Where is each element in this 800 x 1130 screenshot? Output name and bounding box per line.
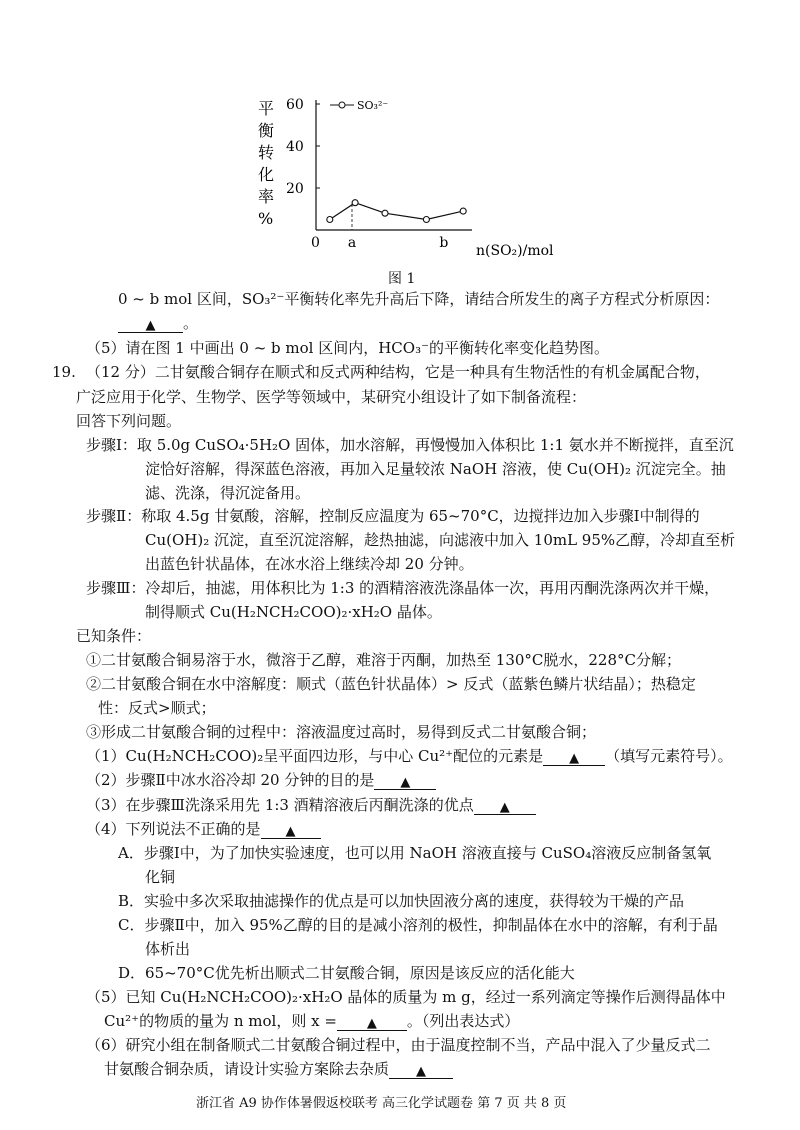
y-axis-title-char: 化 xyxy=(258,165,275,184)
answer-triangle: ▲ xyxy=(145,318,156,333)
y-axis-title-char: % xyxy=(258,209,274,228)
option-c-line-2: 体析出 xyxy=(145,940,191,958)
step-2-line-3: 出蓝色针状晶体，在冰水浴上继续冷却 20 分钟。 xyxy=(145,555,474,573)
q19-intro-2: 广泛应用于化学、生物学、医学等领域中，某研究小组设计了如下制备流程： xyxy=(76,388,587,406)
step-1-line-1: 步骤Ⅰ：取 5.0g CuSO₄·5H₂O 固体，加水溶解，再慢慢加入体积比 1:1 氨水并不断搅拌，直至沉 xyxy=(86,436,734,454)
answer-blank-1[interactable]: ▲ xyxy=(543,747,605,766)
q19-intro-3: 回答下列问题。 xyxy=(76,412,182,430)
y-axis-title-char: 率 xyxy=(258,187,275,206)
question-19-number: 19. xyxy=(52,363,76,381)
answer-blank-4[interactable]: ▲ xyxy=(261,820,321,839)
step-2-line-1: 步骤Ⅱ：称取 4.5g 甘氨酸，溶解，控制反应温度为 65~70°C，边搅拌边加入步骤Ⅰ中制得的 xyxy=(86,507,700,525)
option-d: D．65~70°C优先析出顺式二甘氨酸合铜，原因是该反应的活化能大 xyxy=(118,964,575,982)
known-condition-1: ①二甘氨酸合铜易溶于水，微溶于乙醇，难溶于丙酮，加热至 130°C脱水，228°C分解； xyxy=(86,651,681,669)
answer-blank-6[interactable]: ▲ xyxy=(389,1060,453,1079)
q4-tail-text: 0 ~ b mol 区间，SO₃²⁻平衡转化率先升高后下降，请结合所发生的离子方程式分析原因： xyxy=(118,290,720,308)
step-3-line-2: 制得顺式 Cu(H₂NCH₂COO)₂·xH₂O 晶体。 xyxy=(145,603,442,621)
figure-caption: 图 1 xyxy=(388,271,416,287)
q4-answer-line[interactable]: ▲ 。 xyxy=(118,313,198,333)
sub-question-3: （3）在步骤Ⅲ洗涤采用先 1:3 酒精溶液后丙酮洗涤的优点 ▲ xyxy=(86,795,536,815)
legend xyxy=(330,99,388,112)
data-point xyxy=(352,200,358,206)
page-footer: 浙江省 A9 协作体暑假返校联考 高三化学试题卷 第 7 页 共 8 页 xyxy=(196,1096,567,1111)
y-axis-title-char: 衡 xyxy=(258,121,275,140)
data-point xyxy=(423,217,429,223)
sub-question-4: （4）下列说法不正确的是 ▲ xyxy=(86,819,321,839)
data-point xyxy=(460,208,466,214)
y-tick-label: 20 xyxy=(286,181,304,197)
y-tick-label: 40 xyxy=(286,139,304,155)
data-point xyxy=(327,217,333,223)
known-condition-2-line-1: ②二甘氨酸合铜在水中溶解度：顺式（蓝色针状晶体）> 反式（蓝紫色鳞片状结晶）；热稳定 xyxy=(86,675,696,693)
sub-question-1: （1）Cu(H₂NCH₂COO)₂呈平面四边形，与中心 Cu²⁺配位的元素是 ▲ （填写元素符号）。 xyxy=(86,747,733,766)
answer-blank-3[interactable]: ▲ xyxy=(474,796,536,815)
data-point xyxy=(382,210,388,216)
known-conditions-heading: 已知条件： xyxy=(76,627,152,645)
answer-blank-2[interactable]: ▲ xyxy=(374,771,436,790)
option-a-line-2: 化铜 xyxy=(145,868,176,886)
sub-question-6-line-2: 甘氨酸合铜杂质，请设计实验方案除去杂质 ▲ xyxy=(104,1059,453,1079)
y-axis-title-char: 平 xyxy=(258,99,275,118)
option-b: B．实验中多次采取抽滤操作的优点是可以加快固液分离的速度，获得较为干燥的产品 xyxy=(118,892,685,910)
step-3-line-1: 步骤Ⅲ：冷却后，抽滤，用体积比为 1:3 的酒精溶液洗涤晶体一次，再用丙酮洗涤两次并干燥， xyxy=(86,579,720,597)
x-tick-label: b xyxy=(439,235,449,251)
step-2-line-2: Cu(OH)₂ 沉淀，直至沉淀溶解，趁热抽滤，向滤液中加入 10mL 95%乙醇，冷却直至析 xyxy=(145,531,736,549)
step-1-line-3: 滤、洗涤，得沉淀备用。 xyxy=(145,484,311,502)
sub-question-5-line-1: （5）已知 Cu(H₂NCH₂COO)₂·xH₂O 晶体的质量为 m g，经过一系列滴定等操作后测得晶体中 xyxy=(86,988,726,1006)
answer-blank-5[interactable]: ▲ xyxy=(337,1012,407,1031)
step-1-line-2: 淀恰好溶解，得深蓝色溶液，再加入足量较浓 NaOH 溶液，使 Cu(OH)₂ 沉淀完全。抽 xyxy=(145,460,726,478)
y-axis-title-char: 转 xyxy=(258,143,275,162)
origin-label: 0 xyxy=(311,235,320,251)
y-axis-title xyxy=(258,99,274,228)
x-axis-label: n(SO₂)/mol xyxy=(476,243,554,259)
conversion-rate-chart xyxy=(250,92,580,282)
sub-question-5-line-2: Cu²⁺的物质的量为 n mol，则 x = ▲ 。（列出表达式） xyxy=(104,1012,520,1031)
option-c-line-1: C．步骤Ⅱ中，加入 95%乙醇的目的是减小溶剂的极性，抑制晶体在水中的溶解，有利于晶 xyxy=(118,916,718,934)
legend-label: SO₃²⁻ xyxy=(357,99,389,112)
known-condition-3: ③形成二甘氨酸合铜的过程中：溶液温度过高时，易得到反式二甘氨酸合铜； xyxy=(86,723,597,741)
option-a-line-1: A．步骤Ⅰ中，为了加快实验速度，也可以用 NaOH 溶液直接与 CuSO₄溶液反应制备氢氧 xyxy=(118,844,712,862)
figure-1 xyxy=(250,92,580,282)
y-tick-label: 60 xyxy=(286,97,304,113)
sub-question-2: （2）步骤Ⅱ中冰水浴冷却 20 分钟的目的是 ▲ xyxy=(86,770,436,790)
q19-intro-1: （12 分）二甘氨酸合铜存在顺式和反式两种结构，它是一种具有生物活性的有机金属配合物， xyxy=(86,363,710,381)
question-5: （5）请在图 1 中画出 0 ~ b mol 区间内，HCO₃⁻的平衡转化率变化趋势图。 xyxy=(86,339,610,357)
sub-question-6-line-1: （6）研究小组在制备顺式二甘氨酸合铜过程中，由于温度控制不当，产品中混入了少量反式二 xyxy=(86,1036,711,1054)
series-line xyxy=(330,203,463,220)
known-condition-2-line-2: 性：反式>顺式； xyxy=(98,699,216,717)
x-tick-label: a xyxy=(347,235,357,251)
